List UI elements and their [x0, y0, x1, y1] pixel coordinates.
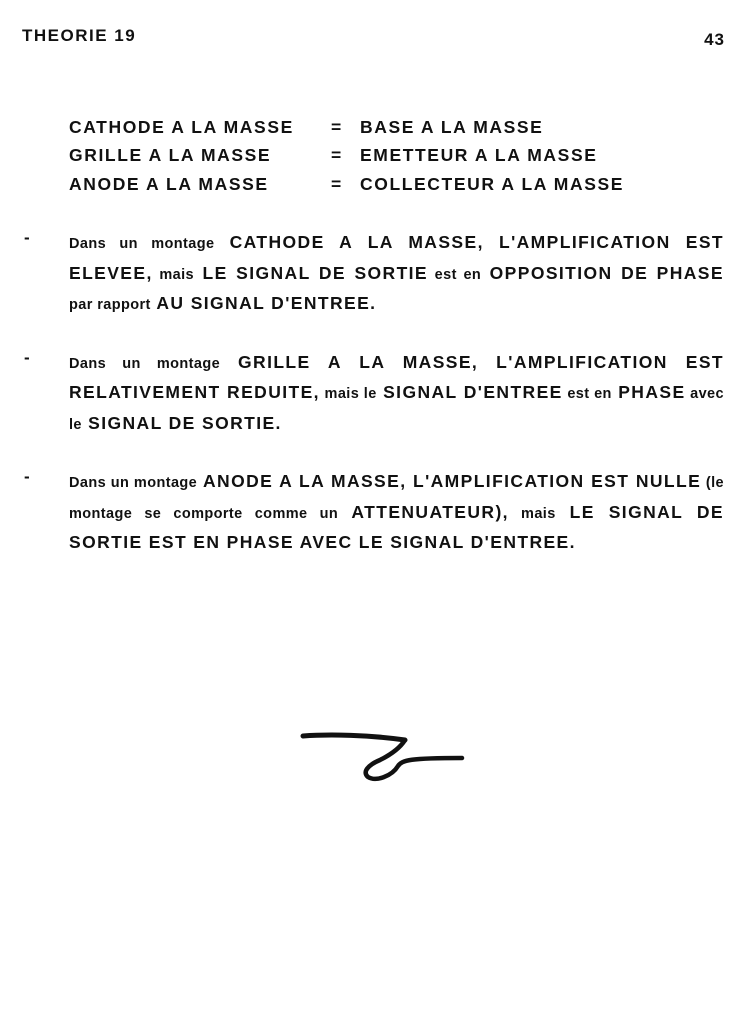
text-segment: mais: [152, 266, 195, 283]
equivalence-row: [69, 113, 689, 142]
text-segment: mais le: [319, 386, 377, 402]
signature-stroke: [303, 735, 405, 740]
transistor-configuration: EMETTEUR A LA MASSE: [360, 145, 598, 166]
text-segment: SIGNAL D'ENTREE: [376, 382, 563, 402]
text-segment: est en: [428, 266, 482, 283]
statement-text: [69, 348, 724, 440]
text-segment: CATHODE A LA MASSE, L'AMPLIFICATION EST ELEVEE,: [69, 232, 724, 283]
text-segment: (le montage se comporte comme un: [69, 475, 724, 522]
handwritten-signature-mark-icon: [300, 718, 465, 788]
signature-loop: [366, 740, 462, 779]
text-segment: Dans un montage: [69, 236, 215, 252]
chapter-title: THEORIE 19: [22, 26, 137, 45]
text-segment: avec le: [69, 386, 724, 433]
text-segment: Dans un montage: [69, 475, 198, 491]
statement-text: [69, 467, 724, 557]
text-segment: par rapport: [69, 297, 151, 313]
text-segment: mais: [508, 505, 556, 522]
equals-sign: =: [331, 145, 343, 166]
text-segment: Dans un montage: [69, 355, 221, 372]
equals-sign: =: [331, 116, 343, 137]
statements-list: [24, 228, 724, 585]
text-segment: PHASE: [611, 382, 686, 402]
text-segment: ANODE A LA MASSE, L'AMPLIFICATION EST NULLE: [197, 471, 702, 491]
transistor-configuration: BASE A LA MASSE: [360, 116, 544, 137]
text-segment: AU SIGNAL D'ENTREE.: [150, 293, 377, 313]
statement-cathode: [24, 228, 724, 320]
tube-configuration: GRILLE A LA MASSE: [69, 145, 272, 166]
statement-anode: [24, 467, 724, 557]
text-segment: GRILLE A LA MASSE, L'AMPLIFICATION EST RELATIVEMENT REDUITE,: [69, 351, 724, 402]
equivalence-row: [69, 142, 689, 171]
tube-configuration: ANODE A LA MASSE: [69, 173, 269, 194]
text-segment: LE SIGNAL DE SORTIE: [194, 262, 428, 283]
equivalence-row: [69, 170, 689, 199]
text-segment: est en: [562, 386, 612, 402]
text-segment: LE SIGNAL DE SORTIE EST EN PHASE AVEC LE SIGNAL D'ENTREE.: [69, 501, 724, 552]
bullet-dash: -: [24, 228, 30, 247]
bullet-dash: -: [24, 347, 30, 367]
text-segment: SIGNAL DE SORTIE.: [81, 412, 282, 433]
statement-text: [69, 228, 724, 320]
bullet-dash: -: [24, 467, 30, 486]
tube-configuration: CATHODE A LA MASSE: [69, 116, 294, 137]
equals-sign: =: [331, 173, 343, 194]
transistor-configuration: COLLECTEUR A LA MASSE: [360, 173, 625, 194]
page-number: 43: [704, 30, 725, 49]
page-header: [22, 26, 725, 50]
statement-grille: [24, 348, 724, 440]
text-segment: OPPOSITION DE PHASE: [481, 262, 724, 283]
equivalence-table: [69, 113, 689, 199]
text-segment: ATTENUATEUR),: [338, 501, 509, 522]
